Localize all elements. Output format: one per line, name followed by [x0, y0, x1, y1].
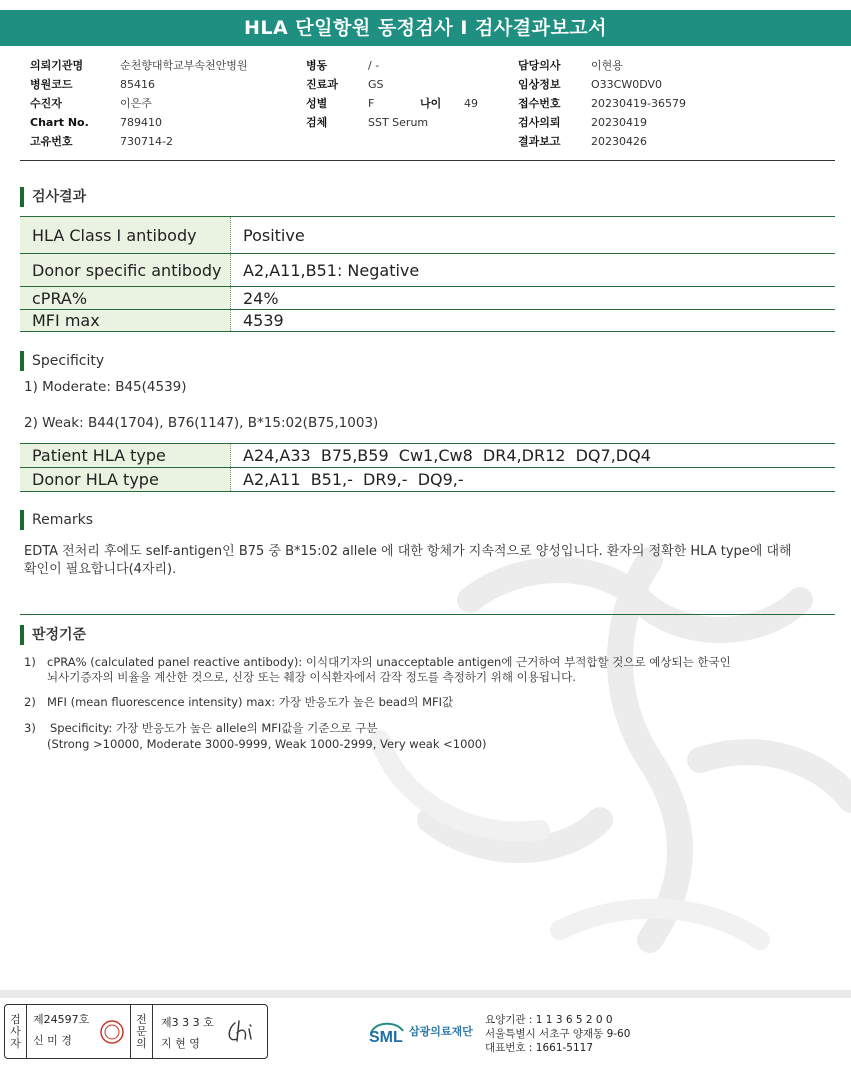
hla-row	[20, 444, 835, 468]
info-value: / -	[368, 59, 380, 72]
remarks-line: EDTA 전처리 후에도 self-antigen인 B75 중 B*15:02 allele 에 대한 항체가 지속적으로 양성입니다. 환자의 정확한 HLA type에 대해	[24, 544, 792, 559]
results-key: Donor specific antibody	[20, 254, 231, 286]
info-label: 접수번호	[518, 97, 561, 110]
results-section-title: 검사결과	[20, 187, 86, 207]
info-value: 730714-2	[120, 135, 173, 148]
address-line: 대표번호 : 1661-5117	[485, 1042, 594, 1054]
info-label: 성별	[306, 97, 328, 110]
info-label: 임상정보	[518, 78, 561, 91]
signature-icon	[225, 1017, 263, 1047]
address-line: 서울특별시 서초구 양재동 9-60	[485, 1028, 631, 1040]
info-label: 검체	[306, 116, 328, 129]
info-value: 20230426	[591, 135, 647, 148]
info-column-3	[518, 56, 686, 151]
info-label: 병동	[306, 59, 328, 72]
hla-key: Donor HLA type	[20, 468, 231, 491]
brand-name: 삼광의료재단	[409, 1025, 473, 1038]
info-value: O33CW0DV0	[591, 78, 663, 91]
specialist-name: 지 현 영	[161, 1037, 200, 1050]
info-label: Chart No.	[30, 116, 89, 129]
hla-row	[20, 468, 835, 492]
footer-address	[485, 1013, 630, 1055]
info-label: 검사의뢰	[518, 116, 561, 129]
info-value: 20230419-36579	[591, 97, 686, 110]
results-value: A2,A11,B51: Negative	[243, 260, 420, 280]
remarks-section-title: Remarks	[20, 510, 93, 530]
results-row	[20, 217, 835, 254]
criteria-text: cPRA% (calculated panel reactive antibody): 이식대기자의 unacceptable antigen에 근거하여 부적합할 것으로 예상되는 한국인	[47, 655, 731, 669]
results-row	[20, 310, 835, 332]
info-label: 병원코드	[30, 78, 73, 91]
results-row	[20, 254, 835, 287]
hla-value: A24,A33 B75,B59 Cw1,Cw8 DR4,DR12 DQ7,DQ4	[243, 446, 651, 465]
tester-number: 제24597호	[33, 1013, 90, 1026]
info-value: SST Serum	[368, 116, 429, 129]
info-value: F	[368, 97, 375, 110]
signature-box	[4, 1004, 268, 1059]
criteria-text: (Strong >10000, Moderate 3000-9999, Weak 1000-2999, Very weak <1000)	[47, 737, 487, 751]
results-row	[20, 287, 835, 310]
criteria-section-title: 판정기준	[20, 625, 86, 645]
specificity-moderate: 1) Moderate: B45(4539)	[24, 379, 187, 395]
hla-key: Patient HLA type	[20, 444, 231, 467]
info-value: 85416	[120, 78, 155, 91]
info-value: 이은주	[120, 97, 152, 110]
specialist-number: 제3 3 3 호	[161, 1016, 214, 1029]
info-value: 789410	[120, 116, 162, 129]
divider	[20, 614, 835, 615]
sml-logo	[367, 1015, 473, 1047]
info-label: 담당의사	[518, 59, 561, 72]
tester-label: 검 사 자	[5, 1005, 27, 1058]
footer-separator	[0, 990, 851, 998]
info-label: 의뢰기관명	[30, 59, 84, 72]
address-line: 요양기관 : 1 1 3 6 5 2 0 0	[485, 1014, 613, 1026]
info-label: 수진자	[30, 97, 62, 110]
info-value: 순천향대학교부속천안병원	[120, 59, 248, 72]
criteria-num: 3)	[24, 721, 36, 735]
info-label: 결과보고	[518, 135, 561, 148]
tester-cell	[27, 1005, 131, 1058]
tester-name: 신 미 경	[33, 1034, 72, 1047]
info-value: GS	[368, 78, 384, 91]
age-label: 나이	[420, 97, 442, 110]
criteria-text: MFI (mean fluorescence intensity) max: 가장 반응도가 높은 bead의 MFI값	[47, 695, 454, 709]
results-value: 24%	[243, 288, 279, 308]
info-value: 20230419	[591, 116, 647, 129]
criteria-num: 2)	[24, 695, 36, 709]
specificity-section-title: Specificity	[20, 351, 104, 371]
specialist-label: 전 문 의	[131, 1005, 153, 1058]
results-key: HLA Class I antibody	[20, 217, 231, 253]
criteria-num: 1)	[24, 655, 36, 669]
results-value: 4539	[243, 311, 284, 330]
info-column-2	[306, 56, 478, 132]
results-key: MFI max	[20, 310, 231, 331]
remarks-line: 확인이 필요합니다(4자리).	[24, 562, 177, 577]
age-value: 49	[464, 97, 478, 110]
criteria-text: 뇌사기증자의 비율을 계산한 것으로, 신장 또는 췌장 이식환자에서 감작 정도를 측정하기 위해 이용됩니다.	[47, 670, 576, 684]
info-value: 이현용	[591, 59, 623, 72]
sml-logo-icon	[367, 1015, 407, 1047]
specificity-weak: 2) Weak: B44(1704), B76(1147), B*15:02(B75,1003)	[24, 415, 379, 431]
divider	[20, 160, 835, 161]
report-title-bar: HLA 단일항원 동정검사 I 검사결과보고서	[0, 10, 851, 46]
results-value: Positive	[243, 225, 305, 245]
results-key: cPRA%	[20, 287, 231, 309]
info-label: 진료과	[306, 78, 338, 91]
hla-value: A2,A11 B51,- DR9,- DQ9,-	[243, 470, 464, 489]
info-label: 고유번호	[30, 135, 73, 148]
svg-text:SML: SML	[369, 1029, 403, 1046]
info-column-1	[30, 56, 248, 151]
tester-stamp-icon	[99, 1019, 125, 1045]
criteria-text: Specificity: 가장 반응도가 높은 allele의 MFI값을 기준으로 구분	[50, 721, 378, 735]
